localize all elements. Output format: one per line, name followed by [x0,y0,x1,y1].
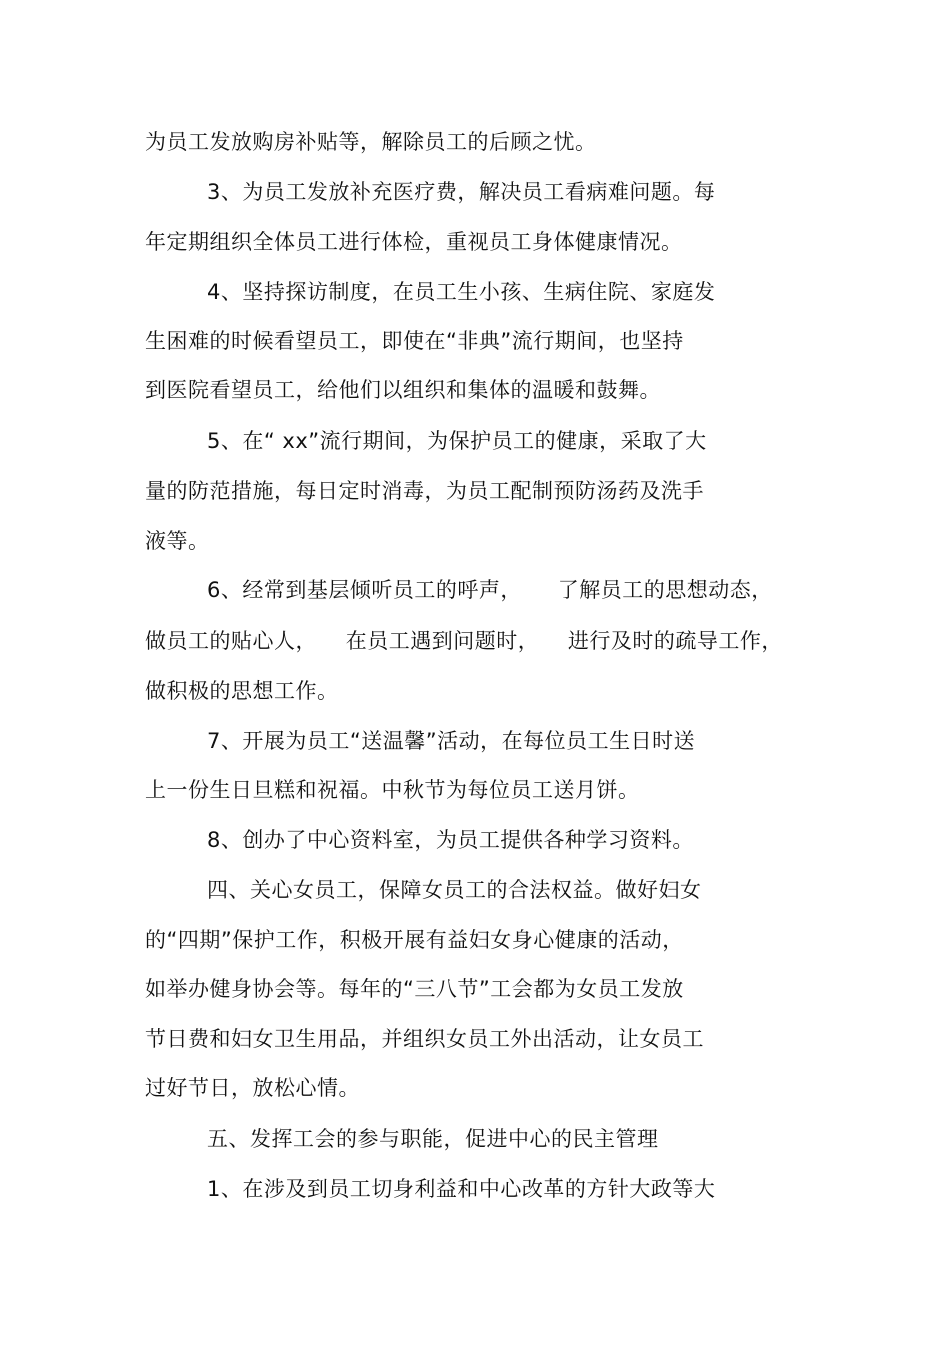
text-line: 的“四期”保护工作，积极开展有益妇女身心健康的活动， [145,928,684,952]
text-line: 5、在“ xx”流行期间，为保护员工的健康，采取了大 [207,429,707,453]
text-line: 做员工的贴心人， 在员工遇到问题时， 进行及时的疏导工作， [145,629,783,653]
text-line: 到医院看望员工，给他们以组织和集体的温暖和鼓舞。 [145,378,661,402]
text-line: 如举办健身协会等。每年的“三八节”工会都为女员工发放 [145,977,684,1001]
text-line: 3、为员工发放补充医疗费，解决员工看病难问题。每 [207,180,716,204]
text-line: 8、创办了中心资料室，为员工提供各种学习资料。 [207,828,694,852]
text-line: 1、在涉及到员工切身利益和中心改革的方针大政等大 [207,1177,716,1201]
text-line: 年定期组织全体员工进行体检，重视员工身体健康情况。 [145,230,683,254]
text-line: 节日费和妇女卫生用品，并组织女员工外出活动，让女员工 [145,1027,704,1051]
text-line: 7、开展为员工“送温馨”活动，在每位员工生日时送 [207,729,696,753]
section-heading: 五、发挥工会的参与职能，促进中心的民主管理 [207,1127,659,1151]
text-line: 6、经常到基层倾听员工的呼声， 了解员工的思想动态， [207,578,773,602]
text-line: 液等。 [145,529,210,553]
text-line: 做积极的思想工作。 [145,679,339,703]
text-line: 生困难的时候看望员工，即使在“非典”流行期间，也坚持 [145,329,684,353]
text-line: 上一份生日旦糕和祝福。中秋节为每位员工送月饼。 [145,778,640,802]
text-line: 4、坚持探访制度，在员工生小孩、生病住院、家庭发 [207,280,716,304]
text-line: 为员工发放购房补贴等，解除员工的后顾之忧。 [145,130,597,154]
text-line: 过好节日，放松心情。 [145,1076,360,1100]
text-line: 量的防范措施，每日定时消毒，为员工配制预防汤药及洗手 [145,479,704,503]
text-line: 四、关心女员工，保障女员工的合法权益。做好妇女 [207,878,702,902]
